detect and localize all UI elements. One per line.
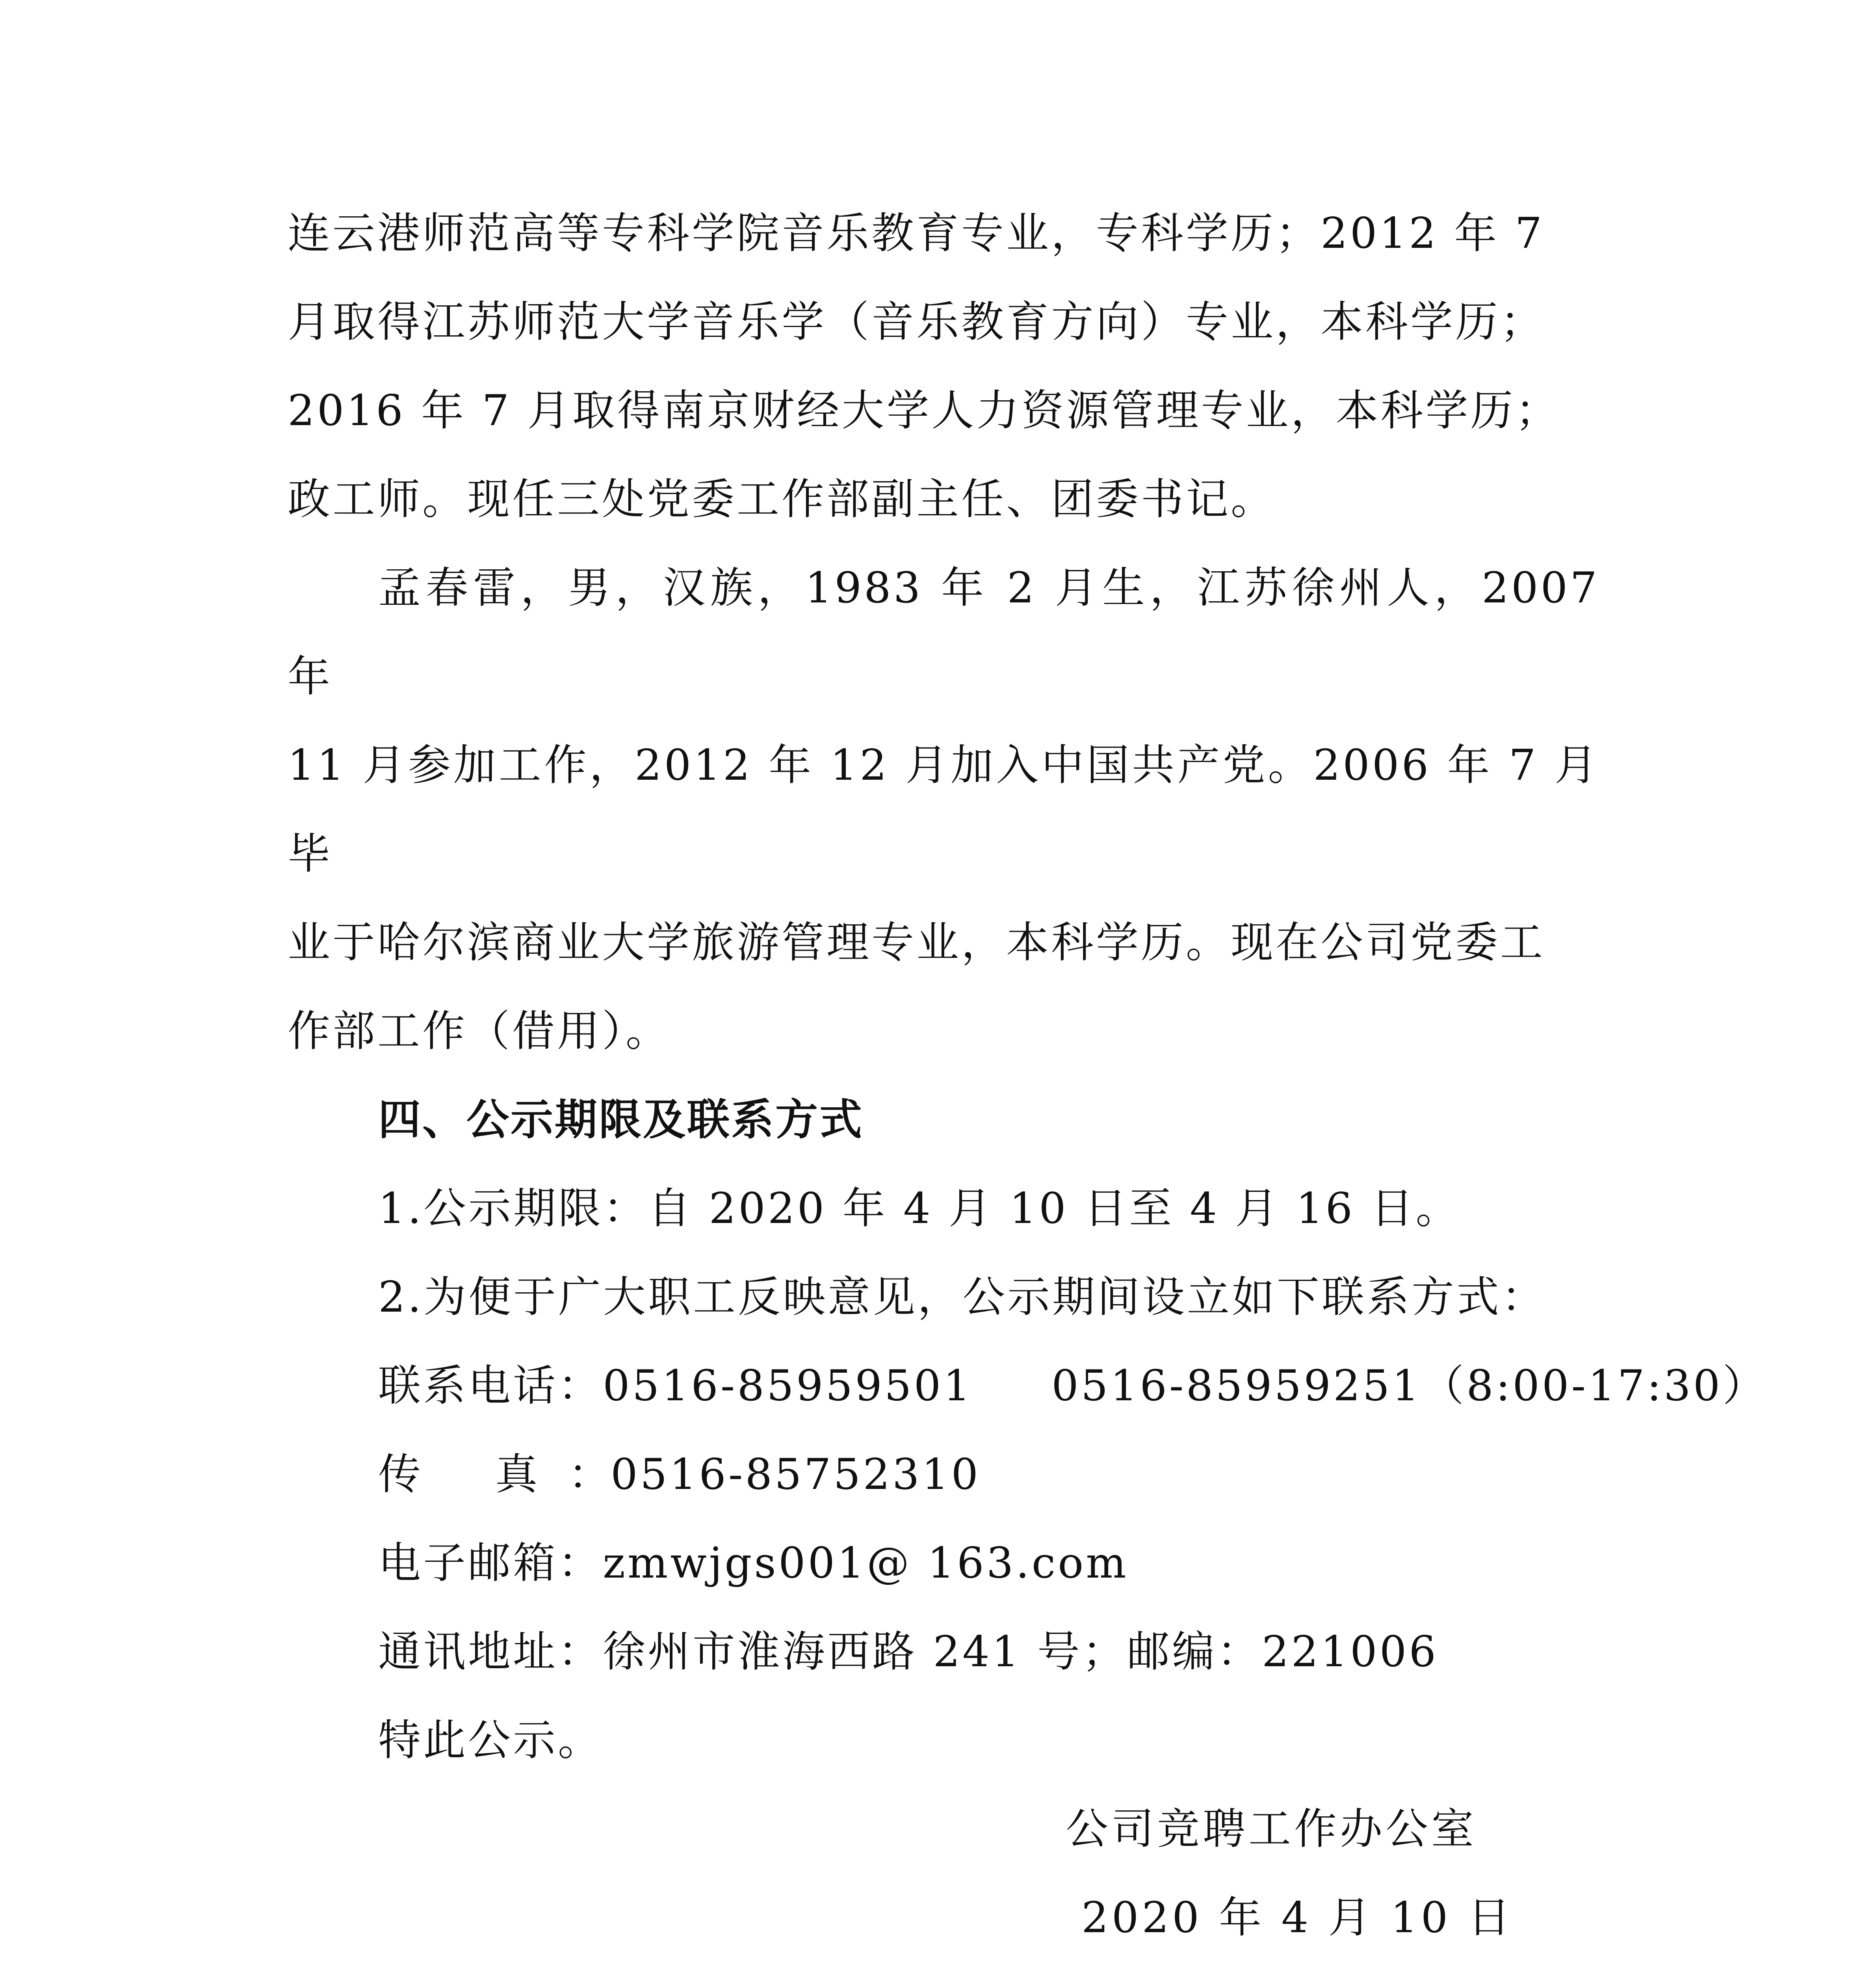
contact-email-row [288, 1519, 1599, 1608]
text-line: 2016 年 7 月取得南京财经大学人力资源管理专业，本科学历； [288, 386, 1560, 435]
issue-date: 2020 年 4 月 10 日 [1081, 1893, 1514, 1942]
contact-address-row [288, 1608, 1599, 1696]
phone-number-1: 0516-85959501 [603, 1361, 973, 1411]
closing-line: 特此公示。 [378, 1716, 603, 1765]
text-line: 孟春雷，男，汉族，1983 年 2 月生，江苏徐州人，2007 年 [288, 563, 1599, 701]
contact-fax-row [288, 1430, 1599, 1519]
text-line: 11 月参加工作，2012 年 12 月加入中国共产党。2006 年 7 月毕 [288, 741, 1599, 879]
document-body [288, 189, 1768, 1785]
text-line: 连云港师范高等专科学院音乐教育专业，专科学历；2012 年 7 [288, 209, 1545, 258]
email-label: 电子邮箱： [378, 1539, 603, 1588]
text-line: 月取得江苏师范大学音乐学（音乐教育方向）专业，本科学历； [288, 297, 1545, 347]
fax-label-part: 传 [378, 1450, 451, 1499]
text-line: 作部工作（借用）。 [288, 1007, 671, 1056]
notice-period-item: 1.公示期限：自 2020 年 4 月 10 日至 4 月 16 日。 [378, 1184, 1461, 1233]
address-label: 通讯地址： [378, 1627, 603, 1676]
phone-label: 联系电话： [378, 1361, 603, 1411]
contact-phone-row [288, 1342, 1768, 1430]
feedback-item: 2.为便于广大职工反映意见，公示期间设立如下联系方式： [378, 1273, 1547, 1322]
signature-block [1066, 1785, 1514, 1962]
text-line: 政工师。现任三处党委工作部副主任、团委书记。 [288, 475, 1276, 524]
section-heading: 四、公示期限及联系方式 [378, 1095, 864, 1145]
phone-number-2: 0516-85959251（8:00-17:30） [1051, 1361, 1768, 1411]
mailing-address: 徐州市淮海西路 241 号；邮编：221006 [603, 1627, 1439, 1676]
email-address: zmwjgs001@ 163.com [603, 1539, 1129, 1588]
issuing-office: 公司竞聘工作办公室 [1066, 1805, 1477, 1854]
fax-number: 0516-85752310 [611, 1450, 981, 1499]
fax-label-part: 真： [495, 1450, 611, 1499]
fax-label [378, 1430, 611, 1519]
paragraph-education-continued [288, 189, 1599, 544]
text-line: 业于哈尔滨商业大学旅游管理专业，本科学历。现在公司党委工 [288, 918, 1545, 967]
paragraph-candidate-profile [288, 544, 1599, 1076]
